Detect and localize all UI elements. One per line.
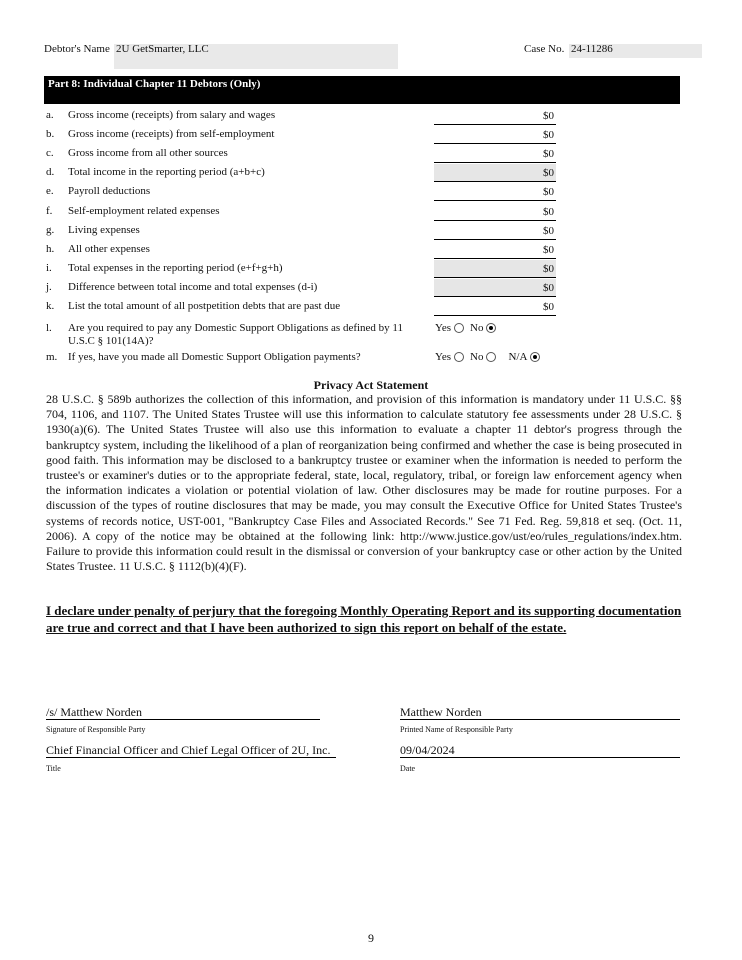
no-label: No — [470, 322, 484, 334]
row-k — [46, 298, 566, 317]
question-l-options — [435, 322, 502, 334]
yes-radio[interactable] — [454, 323, 464, 333]
row-letter: a. — [46, 109, 54, 121]
row-description: Gross income from all other sources — [68, 147, 228, 159]
yes-label: Yes — [435, 322, 452, 334]
row-j — [46, 279, 566, 298]
printed-name-field[interactable]: Matthew Norden — [400, 703, 680, 720]
no-radio[interactable] — [486, 352, 496, 362]
row-value-field[interactable]: $0 — [434, 145, 556, 163]
question-letter: l. — [46, 322, 52, 334]
perjury-declaration: I declare under penalty of perjury that the foregoing Monthly Operating Report and its supporting documentation are true and correct and that I have been authorized to sign this report on behalf of the estate. — [46, 603, 682, 635]
row-b — [46, 126, 566, 145]
row-value-field[interactable]: $0 — [434, 203, 556, 221]
row-description: Difference between total income and total expenses (d-i) — [68, 281, 318, 293]
yes-label: Yes — [435, 351, 452, 363]
row-value-field: $0 — [434, 279, 556, 297]
title-field[interactable]: Chief Financial Officer and Chief Legal Officer of 2U, Inc. — [46, 741, 336, 758]
part-8-title: Part 8: Individual Chapter 11 Debtors (Only) — [48, 78, 261, 90]
row-d — [46, 164, 566, 183]
row-letter: f. — [46, 205, 53, 217]
row-description: List the total amount of all postpetition debts that are past due — [68, 300, 341, 312]
title-label: Title — [46, 764, 61, 773]
signature-label: Signature of Responsible Party — [46, 725, 146, 734]
question-m — [46, 351, 686, 365]
row-value-field[interactable]: $0 — [434, 222, 556, 240]
debtor-name-label: Debtor's Name — [44, 43, 110, 55]
row-letter: c. — [46, 147, 54, 159]
yes-radio[interactable] — [454, 352, 464, 362]
row-letter: i. — [46, 262, 52, 274]
row-value-field: $0 — [434, 260, 556, 278]
question-l — [46, 322, 686, 350]
row-value-field[interactable]: $0 — [434, 183, 556, 201]
question-m-options — [435, 351, 546, 363]
row-g — [46, 222, 566, 241]
row-value-field[interactable]: $0 — [434, 241, 556, 259]
part-8-header — [44, 76, 680, 104]
row-description: Gross income (receipts) from self-employment — [68, 128, 275, 140]
case-no-label: Case No. — [524, 43, 565, 55]
case-no-field[interactable] — [569, 44, 702, 58]
no-radio[interactable] — [486, 323, 496, 333]
signature-field[interactable]: /s/ Matthew Norden — [46, 703, 320, 720]
row-description: Payroll deductions — [68, 185, 151, 197]
row-f — [46, 203, 566, 222]
debtor-name-field[interactable] — [114, 44, 398, 69]
row-letter: b. — [46, 128, 55, 140]
row-letter: h. — [46, 243, 55, 255]
na-label: N/A — [508, 351, 528, 363]
privacy-act-title: Privacy Act Statement — [313, 378, 429, 392]
row-h — [46, 241, 566, 260]
row-letter: d. — [46, 166, 55, 178]
row-letter: k. — [46, 300, 55, 312]
row-a — [46, 107, 566, 126]
date-label: Date — [400, 764, 416, 773]
printed-name-label: Printed Name of Responsible Party — [400, 725, 513, 734]
date-field[interactable]: 09/04/2024 — [400, 741, 680, 758]
row-letter: j. — [46, 281, 52, 293]
row-i — [46, 260, 566, 279]
row-description: Living expenses — [68, 224, 140, 236]
row-letter: e. — [46, 185, 54, 197]
case-no-value: 24-11286 — [571, 43, 613, 55]
na-radio[interactable] — [530, 352, 540, 362]
no-label: No — [470, 351, 484, 363]
row-value-field[interactable]: $0 — [434, 298, 556, 316]
question-text: If yes, have you made all Domestic Support Obligation payments? — [68, 351, 361, 363]
privacy-act-body: 28 U.S.C. § 589b authorizes the collection of this information, and provision of this information is mandatory under 11 U.S.C. §§ 704, 1106, and 1107. The United States Trustee will use this information to calculate statutory fee assessments under 28 U.S.C. § 1930(a)(6). The United States Trustee will also use this information to evaluate a chapter 11 debtor's progress through the bankruptcy system, including the likelihood of a plan of reorganization being confirmed and whether the case is being prosecuted in good faith. This information may be disclosed to a bankruptcy trustee or examiner when the information is needed to perform the trustee's or examiner's duties or to the appropriate federal, state, local, regulatory, tribal, or foreign law enforcement agency when the information indicates a violation or potential violation of law. Other disclosures may be made for routine purposes. For a discussion of the types of routine disclosures that may be made, you may consult the Executive Office for United States Trustee's systems of records notice, UST-001, "Bankruptcy Case Files and Associated Records." See 71 Fed. Reg. 59,818 et seq. (Oct. 11, 2006). A copy of the notice may be obtained at the following link: http://www.justice.gov/ust/eo/rules_regulations/index.htm. Failure to provide this information could result in the dismissal or conversion of your bankruptcy case or other action by the United States Trustee. 11 U.S.C. § 1112(b)(4)(F). — [46, 392, 682, 574]
question-text: Are you required to pay any Domestic Support Obligations as defined by 11 U.S.C § 101(14A)? — [68, 322, 404, 347]
row-description: Self-employment related expenses — [68, 205, 220, 217]
row-description: All other expenses — [68, 243, 150, 255]
row-description: Total income in the reporting period (a+b+c) — [68, 166, 265, 178]
row-c — [46, 145, 566, 164]
row-value-field[interactable]: $0 — [434, 126, 556, 144]
page-number: 9 — [368, 931, 374, 945]
row-value-field[interactable]: $0 — [434, 107, 556, 125]
debtor-name-value: 2U GetSmarter, LLC — [116, 43, 209, 55]
row-e — [46, 183, 566, 202]
row-description: Total expenses in the reporting period (e+f+g+h) — [68, 262, 283, 274]
row-value-field: $0 — [434, 164, 556, 182]
row-letter: g. — [46, 224, 55, 236]
question-letter: m. — [46, 351, 58, 363]
row-description: Gross income (receipts) from salary and wages — [68, 109, 276, 121]
